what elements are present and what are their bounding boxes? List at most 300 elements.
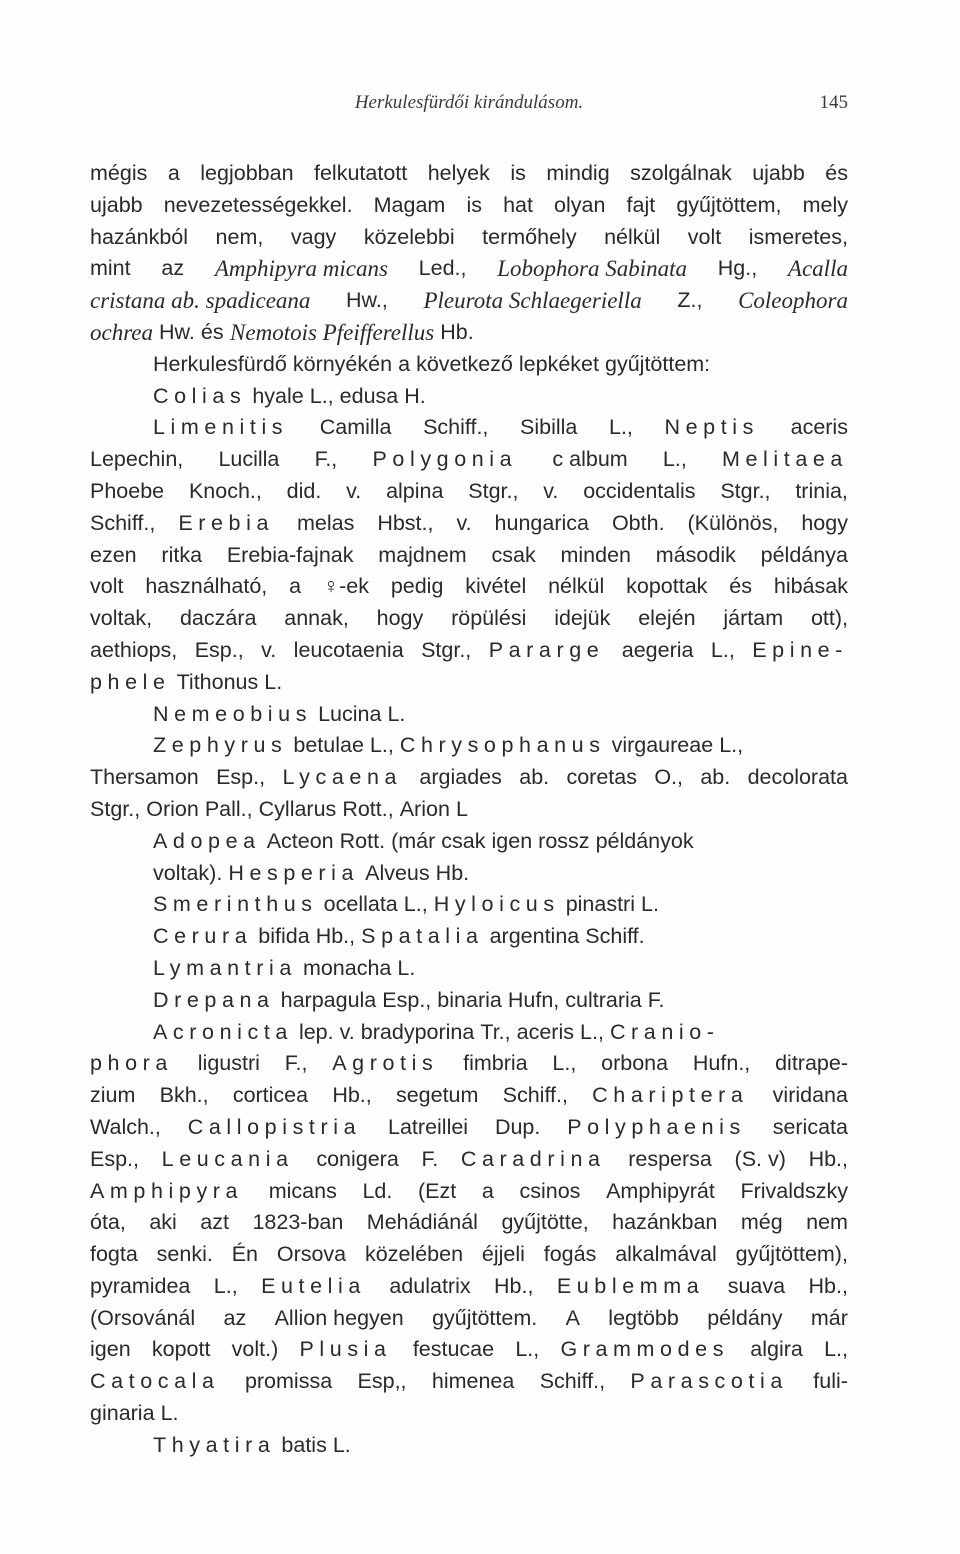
word: Schiff.,	[423, 415, 489, 440]
text-line	[90, 285, 848, 317]
word: aki	[149, 1210, 177, 1235]
word: alpina	[386, 478, 444, 503]
word: éjjeli	[481, 1242, 525, 1267]
genus-name: Polygonia	[372, 447, 518, 472]
word: Walch.,	[90, 1114, 161, 1139]
text-line	[90, 317, 848, 349]
word: ligustri	[197, 1051, 260, 1076]
word: Stgr.,	[421, 637, 472, 662]
text-line	[90, 1239, 848, 1271]
word: Schiff.,	[502, 1083, 568, 1108]
word: vagy	[290, 224, 337, 249]
word: a	[167, 161, 180, 185]
word: did.	[286, 478, 322, 503]
word: Pall.,	[204, 796, 253, 821]
text-line	[90, 190, 848, 222]
word: festucae	[412, 1337, 495, 1362]
text-line	[90, 381, 848, 413]
word: daczára	[179, 606, 257, 631]
word: Hg.,	[717, 256, 758, 281]
genus-name: Drepana	[153, 987, 275, 1012]
word: második	[655, 542, 736, 567]
word: a	[481, 1178, 494, 1203]
word: monacha	[302, 955, 392, 980]
word: idejük	[554, 606, 611, 631]
word: ditrape-	[775, 1051, 848, 1076]
word: kivétel	[465, 574, 527, 599]
text-line	[90, 1271, 848, 1303]
word: Rott.,	[342, 796, 394, 821]
text-line	[90, 1176, 848, 1208]
genus-name: Melitaea	[721, 447, 848, 472]
word: Latreillei	[388, 1114, 469, 1139]
word: Hb.,	[332, 1083, 372, 1108]
text-line	[90, 253, 848, 285]
running-title: Herkulesfürdői kirándulásom.	[354, 92, 584, 113]
genus-name: Caradrina	[460, 1146, 606, 1171]
word: F.	[421, 1146, 439, 1171]
word: gyűjtöttem),	[735, 1242, 848, 1267]
word: L.	[641, 892, 659, 917]
word: ujabb	[90, 192, 143, 217]
word: Obth.	[611, 510, 665, 535]
word: L.,	[580, 1019, 604, 1044]
word: nem	[806, 1210, 848, 1235]
word: v.	[543, 478, 559, 503]
word: Lepechin,	[90, 447, 184, 472]
word: Esp.,	[90, 1146, 139, 1171]
text-line	[90, 603, 848, 635]
word: orbona	[601, 1051, 669, 1076]
word: sericata	[772, 1114, 848, 1139]
word: L.,	[213, 1273, 238, 1298]
word: fajt	[626, 192, 656, 217]
genus-name: Thyatira	[153, 1432, 276, 1457]
word: L.,	[309, 383, 334, 408]
word: cultraria	[565, 987, 642, 1012]
word: Rott.	[339, 828, 386, 853]
word: szolgálnak	[630, 161, 732, 185]
word: aegeria	[621, 637, 694, 662]
word: Hb.,	[494, 1273, 534, 1298]
word: Mehádiánál	[366, 1210, 478, 1235]
word: Hw.	[159, 319, 195, 344]
word: ab.	[519, 765, 550, 790]
genus-name: Acronicta	[153, 1019, 293, 1044]
word: coretas	[566, 765, 637, 790]
genus-name: Hesperia	[228, 860, 360, 885]
genus-name: Erebia	[178, 510, 275, 535]
genus-name: Nemeobius	[153, 701, 313, 726]
genus-name: phele	[90, 669, 171, 694]
word: argiades	[419, 765, 502, 790]
word: kopott	[151, 1337, 211, 1362]
word: Stgr.,	[468, 478, 519, 503]
word: ritka	[161, 542, 203, 567]
word: L.,	[515, 1337, 540, 1362]
text-line	[90, 667, 848, 699]
word: L.,	[403, 892, 428, 917]
genus-name: Limenitis	[153, 415, 289, 440]
word: F.,	[314, 447, 338, 472]
word: Esp,,	[357, 1369, 407, 1394]
text-line	[90, 1366, 848, 1398]
word: példány	[707, 1305, 783, 1330]
word: ♀-ek	[322, 574, 369, 599]
word: Herkulesfürdő	[153, 351, 287, 376]
genus-name: Callopistria	[187, 1114, 362, 1139]
word: batis	[281, 1432, 327, 1457]
word: már	[810, 1305, 848, 1330]
word: igen	[491, 828, 533, 853]
word: L.,	[552, 1051, 577, 1076]
word: is	[510, 161, 526, 185]
word: ismeretes,	[748, 224, 848, 249]
word: olyan	[554, 192, 606, 217]
word: Hufn,	[507, 987, 560, 1012]
word: L.	[264, 669, 283, 694]
text-line	[90, 794, 848, 826]
word: mely	[802, 192, 848, 217]
word: hat	[503, 192, 533, 217]
word: Magam	[373, 192, 446, 217]
word: környékén	[292, 351, 393, 376]
word: (Ezt	[418, 1178, 457, 1203]
word: fuli-	[813, 1369, 848, 1394]
word: legtöbb	[608, 1305, 679, 1330]
word: Schiff.,	[539, 1369, 606, 1394]
word: Arion	[399, 796, 450, 821]
word: kopottak	[626, 574, 708, 599]
word: példányok	[595, 828, 694, 853]
body-text	[90, 158, 848, 1462]
word: gyűjtöttem.	[432, 1305, 538, 1330]
word: virgaureae	[611, 733, 714, 758]
word: Z.,	[677, 288, 703, 313]
text-line	[90, 571, 848, 603]
word: aceris	[790, 415, 848, 440]
text-line	[90, 349, 848, 381]
word: lepkéket	[518, 351, 599, 376]
page-number: 145	[819, 92, 848, 113]
word: és	[200, 319, 224, 344]
word: L.,	[710, 637, 735, 662]
word: aethiops,	[90, 637, 178, 662]
word: Orsova	[276, 1242, 347, 1267]
word: promissa	[244, 1369, 333, 1394]
text-line	[90, 508, 848, 540]
word: Tr.,	[480, 1019, 511, 1044]
text-line	[90, 1207, 848, 1239]
word: L.	[387, 701, 406, 726]
word: algira	[750, 1337, 803, 1362]
word: L.	[332, 1432, 351, 1457]
text-line	[90, 1334, 848, 1366]
word: Cyllarus	[258, 796, 337, 821]
word: Esp.,	[382, 987, 432, 1012]
word: Erebia-fajnak	[226, 542, 354, 567]
word: a	[398, 351, 411, 376]
word: Led.,	[418, 256, 467, 281]
genus-name: Eutelia	[261, 1273, 366, 1298]
species-name: cristana ab. spadiceana	[90, 288, 311, 314]
word: annak,	[284, 606, 349, 631]
word: a	[289, 574, 302, 599]
word: ginaria	[90, 1401, 155, 1426]
species-name: Nemotois Pfeifferellus	[230, 319, 435, 345]
word: ezen	[90, 542, 137, 567]
genus-name: Hyloicus	[433, 892, 560, 917]
species-name: Amphipyra micans	[214, 256, 388, 282]
text-line	[90, 158, 848, 190]
species-name: Coleophora	[738, 288, 848, 314]
species-name: Pleurota Schlaegeriella	[423, 288, 642, 314]
word: Orion	[146, 796, 199, 821]
word: pyramidea	[90, 1273, 191, 1298]
word: voltak).	[153, 860, 223, 885]
word: melas	[296, 510, 355, 535]
word: L.,	[369, 733, 394, 758]
word: c album	[552, 447, 628, 472]
word: Hb.	[440, 319, 474, 344]
word: mindig	[546, 161, 610, 185]
text-line	[90, 858, 848, 890]
genus-name: Parascotia	[630, 1369, 788, 1394]
word: alkalmával	[615, 1242, 717, 1267]
text-line	[90, 412, 848, 444]
genus-name: Eublemma	[556, 1273, 705, 1298]
word: decolorata	[747, 765, 848, 790]
word: L.,	[719, 733, 744, 758]
word: csak	[491, 542, 536, 567]
text-line	[90, 1112, 848, 1144]
word: Frivaldszky	[740, 1178, 848, 1203]
word: helyek	[427, 161, 490, 185]
text-line	[90, 985, 848, 1017]
word: L.,	[662, 447, 687, 472]
word: respersa	[628, 1146, 712, 1171]
word: 1823-ban	[252, 1210, 344, 1235]
word: ab.	[700, 765, 731, 790]
text-line	[90, 1017, 848, 1049]
word: majdnem	[378, 542, 467, 567]
word: zium	[90, 1083, 136, 1108]
word: fimbria	[463, 1051, 528, 1076]
word: O.,	[654, 765, 683, 790]
genus-name: Catocala	[90, 1369, 220, 1394]
word: segetum	[395, 1083, 479, 1108]
genus-name: Leucania	[161, 1146, 294, 1171]
word: Acteon	[266, 828, 334, 853]
word: himenea	[431, 1369, 515, 1394]
text-line	[90, 635, 848, 667]
genus-name: Chariptera	[592, 1083, 749, 1108]
word: még	[740, 1210, 783, 1235]
word: v.	[261, 637, 277, 662]
word: hungarica	[494, 510, 589, 535]
running-head	[90, 92, 848, 122]
word: Schiff.	[585, 924, 645, 949]
text-line	[90, 540, 848, 572]
word: Esp.,	[194, 637, 244, 662]
word: hogy	[376, 606, 424, 631]
word: F.,	[284, 1051, 308, 1076]
word: hazánkban	[612, 1210, 718, 1235]
word: hibásak	[773, 574, 848, 599]
genus-name: Zephyrus	[153, 733, 288, 758]
word: és	[825, 161, 848, 185]
genus-name: Smerinthus	[153, 892, 318, 917]
genus-name: Neptis	[664, 415, 759, 440]
word: pedig	[390, 574, 444, 599]
word: Hb.	[435, 860, 470, 885]
species-name: Acalla	[787, 256, 848, 282]
word: hogy	[801, 510, 848, 535]
word: röpülési	[451, 606, 527, 631]
word: H.	[404, 383, 426, 408]
text-line	[90, 1080, 848, 1112]
text-line	[90, 1144, 848, 1176]
word: pinastri	[565, 892, 635, 917]
word: argentina	[489, 924, 580, 949]
genus-name: Adopea	[153, 828, 261, 853]
word: L	[455, 796, 468, 821]
text-line	[90, 921, 848, 953]
genus-name: Cerura	[153, 924, 253, 949]
text-line	[90, 476, 848, 508]
genus-name: phora	[90, 1051, 173, 1076]
word: v.	[346, 478, 362, 503]
word: mint	[90, 256, 131, 281]
text-line	[90, 699, 848, 731]
word: (Orsovánál	[90, 1305, 196, 1330]
word: Lucilla	[218, 447, 280, 472]
word: occidentalis	[583, 478, 696, 503]
word: volt.)	[231, 1337, 279, 1362]
word: következő	[416, 351, 513, 376]
word: közelében	[365, 1242, 464, 1267]
word: A	[565, 1305, 580, 1330]
genus-name: Plusia	[299, 1337, 392, 1362]
word: csak	[441, 828, 486, 853]
word: rossz	[538, 828, 590, 853]
genus-name: Grammodes	[560, 1337, 730, 1362]
word: használható,	[145, 574, 268, 599]
genus-name: Pararge	[488, 637, 605, 662]
word: nélkül	[604, 224, 661, 249]
word: mégis	[90, 161, 148, 185]
word: micans	[268, 1178, 337, 1203]
word: gyűjtöttem,	[676, 192, 782, 217]
word: Alveus	[365, 860, 430, 885]
word: v.	[456, 510, 472, 535]
word: Sibilla	[520, 415, 578, 440]
word: ott),	[810, 606, 848, 631]
text-line	[90, 826, 848, 858]
word: edusa	[339, 383, 399, 408]
genus-name: Polyphaenis	[567, 1114, 746, 1139]
word: Hufn.,	[692, 1051, 751, 1076]
word: Schiff.,	[90, 510, 156, 535]
genus-name: Cranio-	[609, 1019, 720, 1044]
word: igen	[90, 1337, 131, 1362]
genus-name: Agrotis	[332, 1051, 439, 1076]
word: minden	[560, 542, 632, 567]
word: (már	[391, 828, 436, 853]
genus-name: Epine-	[752, 637, 848, 662]
word: felkutatott	[314, 161, 408, 185]
word: jártam	[723, 606, 784, 631]
genus-name: Amphipyra	[90, 1178, 244, 1203]
word: Thersamon	[90, 765, 199, 790]
word: óta,	[90, 1210, 126, 1235]
word: ujabb	[752, 161, 805, 185]
word: nélkül	[548, 574, 605, 599]
word: ocellata	[323, 892, 398, 917]
word: Tithonus	[176, 669, 259, 694]
word: Stgr.,	[720, 478, 771, 503]
word: bifida	[258, 924, 310, 949]
species-name: ochrea	[90, 319, 154, 345]
word: aceris	[516, 1019, 574, 1044]
word: Stgr.,	[90, 796, 141, 821]
word: gyűjtöttem:	[605, 351, 711, 376]
word: binaria	[437, 987, 502, 1012]
word: Dup.	[494, 1114, 541, 1139]
word: volt	[90, 574, 124, 599]
text-line	[90, 1398, 848, 1430]
word: hazánkból	[90, 224, 189, 249]
word: Hbst.,	[377, 510, 434, 535]
word: Knoch.,	[188, 478, 262, 503]
word: adulatrix	[389, 1273, 471, 1298]
word: Hb.,	[808, 1273, 848, 1298]
word: F.	[647, 987, 665, 1012]
word: Phoebe	[90, 478, 165, 503]
word: voltak,	[90, 606, 153, 631]
word: suava	[727, 1273, 786, 1298]
word: Esp.,	[216, 765, 266, 790]
word: Hw.,	[346, 288, 388, 313]
genus-name: Colias	[153, 383, 247, 408]
word: volt	[687, 224, 722, 249]
word: corticea	[232, 1083, 309, 1108]
word: lep.	[298, 1019, 334, 1044]
word: conigera	[316, 1146, 399, 1171]
genus-name: Lycaena	[282, 765, 403, 790]
word: bradyporina	[360, 1019, 475, 1044]
word: legjobban	[200, 161, 294, 185]
word: gyűjtötte,	[501, 1210, 589, 1235]
text-line	[90, 762, 848, 794]
word: termőhely	[482, 224, 577, 249]
text-line	[90, 1048, 848, 1080]
word: Hb.,	[315, 924, 356, 949]
word: és	[729, 574, 752, 599]
word: harpagula	[280, 987, 377, 1012]
word: L.	[397, 955, 416, 980]
word: nevezetességekkel.	[163, 192, 353, 217]
word: példánya	[760, 542, 848, 567]
word: az	[223, 1305, 247, 1330]
text-line	[90, 953, 848, 985]
word: Allion hegyen	[274, 1305, 404, 1330]
word: Amphipyrát	[606, 1178, 715, 1203]
word: Hb.,	[808, 1146, 848, 1171]
genus-name: Chrysophanus	[399, 733, 606, 758]
word: Bkh.,	[159, 1083, 209, 1108]
text-line	[90, 1430, 848, 1462]
